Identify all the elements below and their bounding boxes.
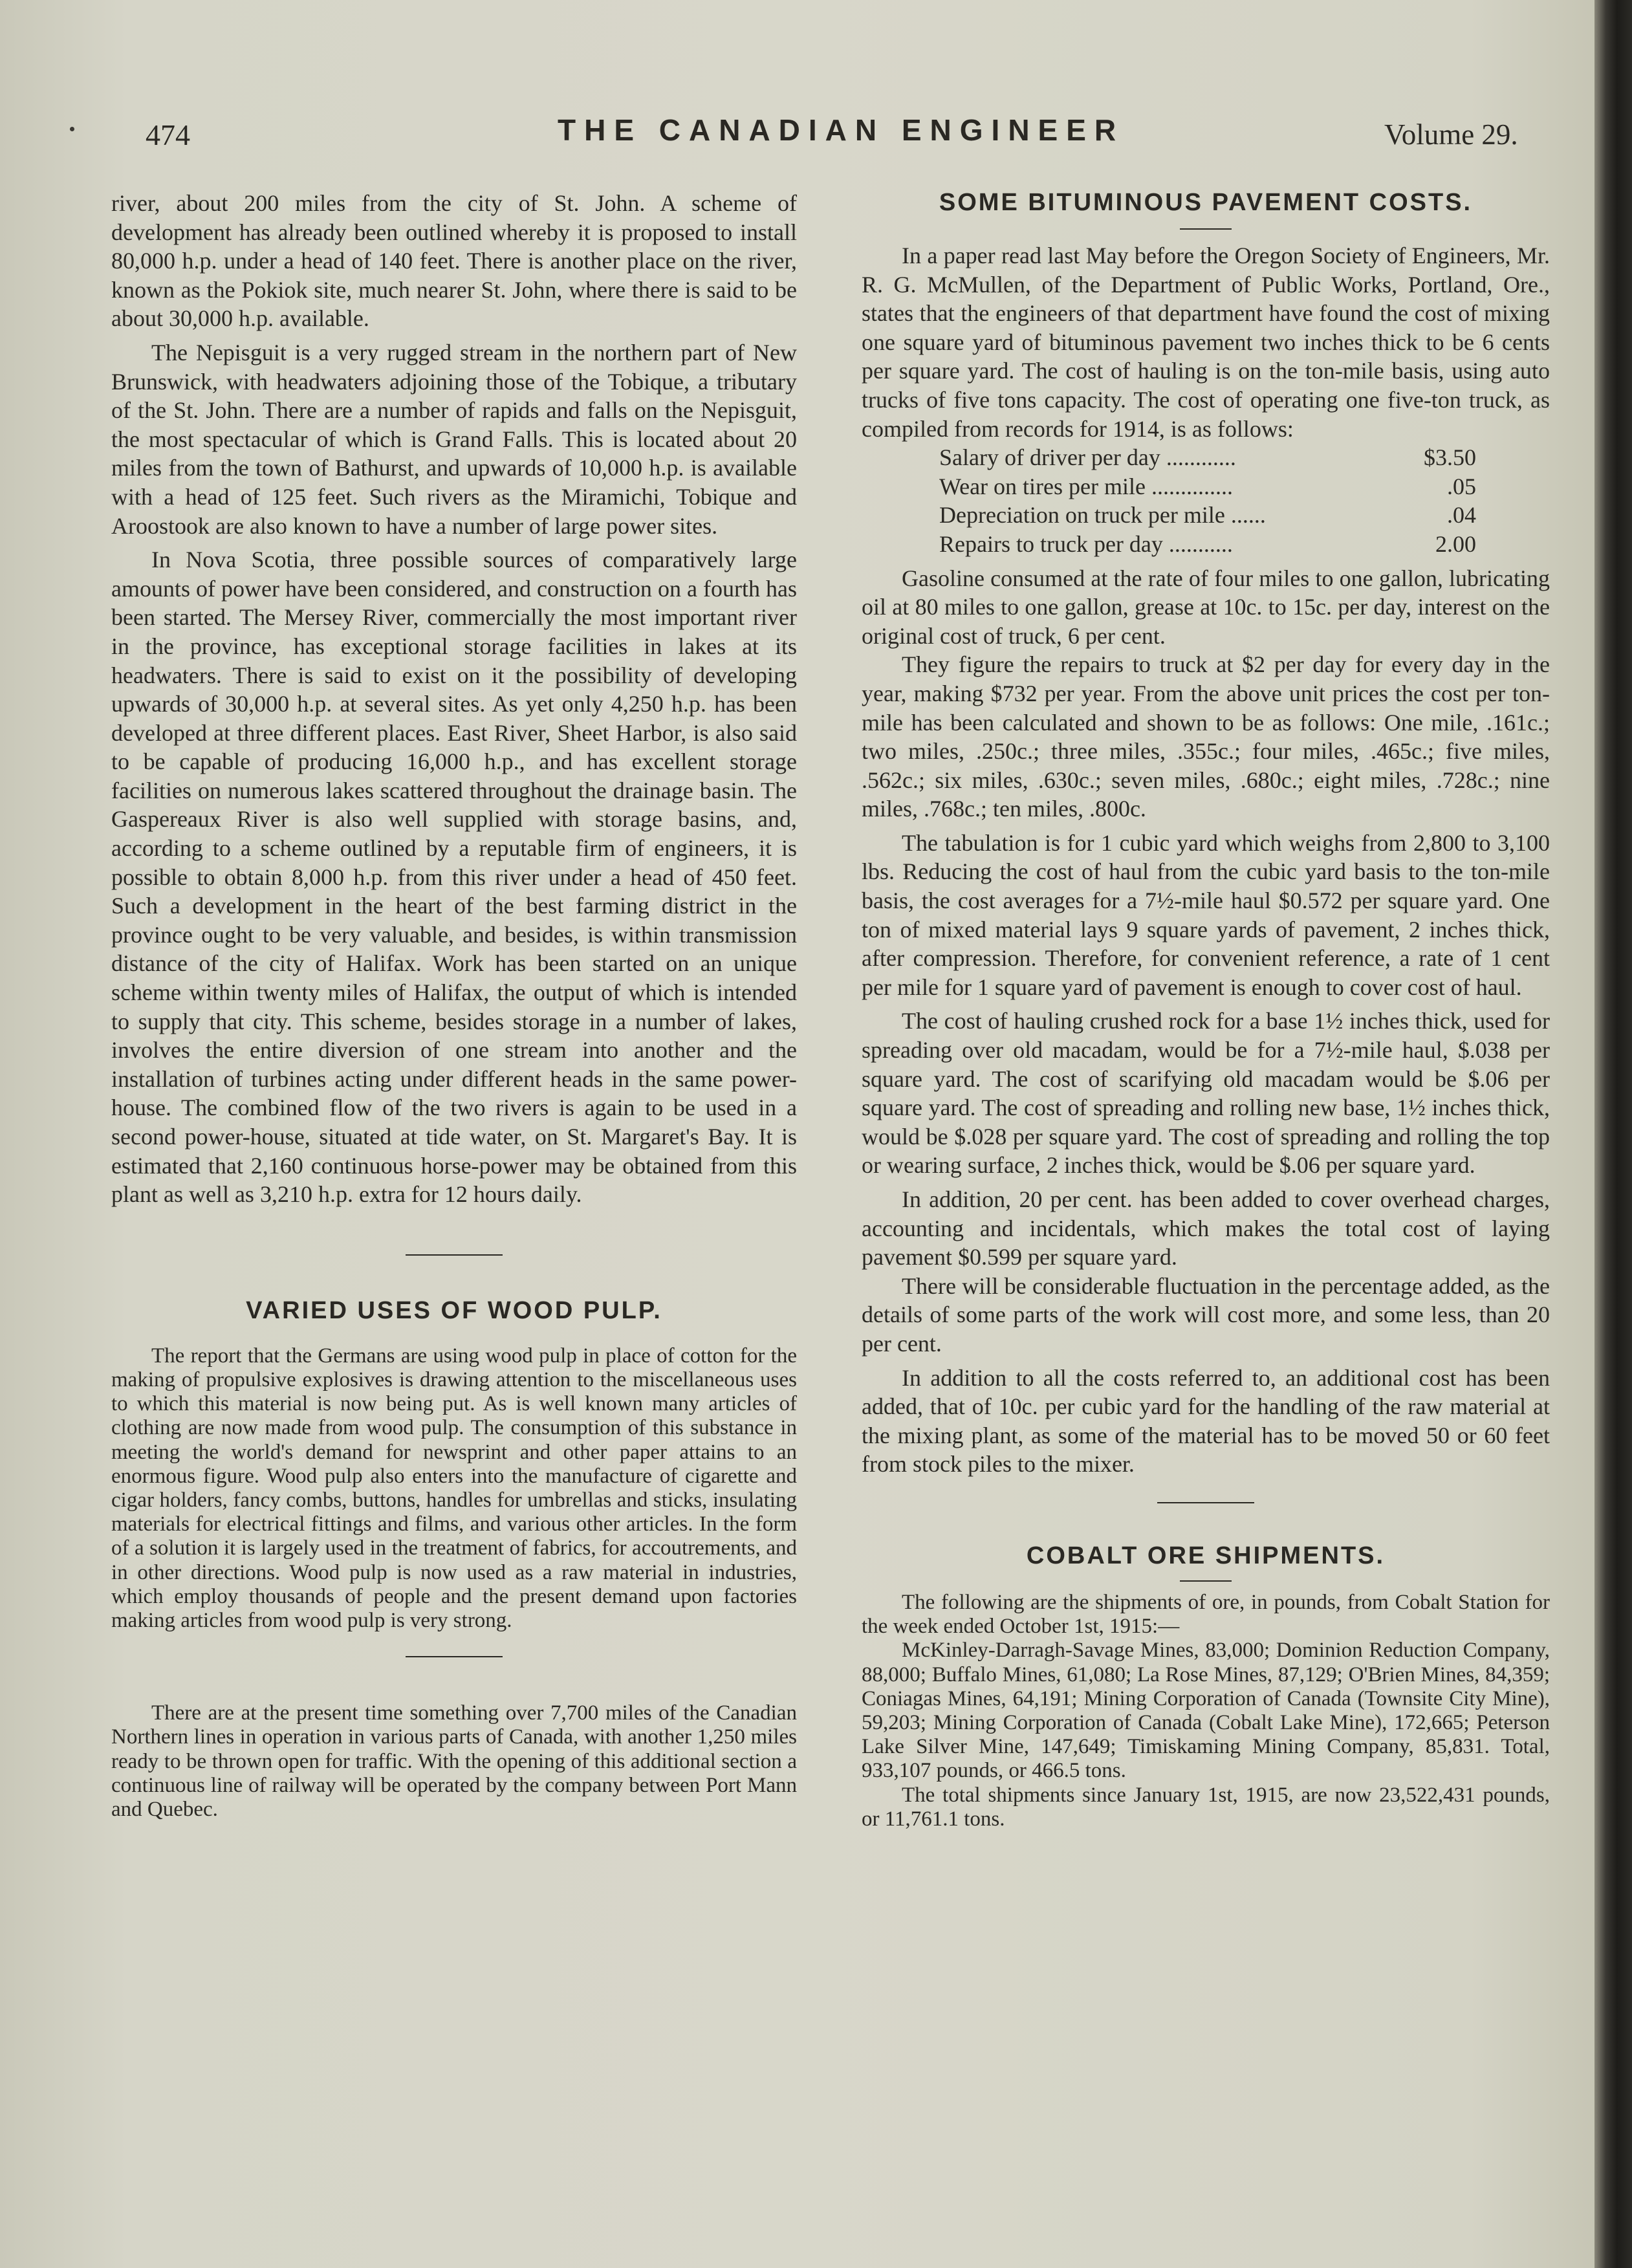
page-header <box>0 111 1552 157</box>
article-paragraph: The Nepisguit is a very rugged stream in the northern part of New Brunswick, with headwaters adjoining those of the Tobique, a tributary of the St. John. There are a number of rapids and falls on the Nepisguit, the most spectacular of which is Grand Falls. This is located about 20 miles from the town of Bathurst, and upwards of 10,000 h.p. is available with a head of 125 feet. Such rivers as the Miramichi, Tobique and Aroostook are also known to have a number of large power sites. <box>111 339 797 539</box>
truck-cost-list <box>939 443 1476 558</box>
article-paragraph: In Nova Scotia, three possible sources of comparatively large amounts of power have been considered, and construction on a fourth has been started. The Mersey River, commercially the most important river in the province, has exceptional storage facilities in lakes at its headwaters. There is said to exist on it the possibility of developing upwards of 30,000 h.p. at several sites. As yet only 4,250 h.p. has been developed at three different places. East River, Sheet Harbor, is also said to be capable of producing 16,000 h.p., and has excellent storage facilities on numerous lakes scattered throughout the drainage basin. The Gaspereaux River is also well supplied with storage basins, and, according to a scheme outlined by a reputable firm of engineers, it is possible to obtain 8,000 h.p. from this river under a head of 450 feet. Such a development in the heart of the best farming district in the province ought to be very valuable, and besides, is within transmission distance of the city of Halifax. Work has been started on an unique scheme within twenty miles of Halifax, the output of which is intended to supply that city. This scheme, besides storage in a number of lakes, involves the entire diversion of one stream into another and the installation of turbines acting under different heads in the same power-house. The combined flow of the two rivers is again to be used in a second power-house, situated at tide water, on St. Margaret's Bay. It is estimated that 2,160 continuous horse-power may be obtained from this plant as well as 3,210 h.p. extra for 12 hours daily. <box>111 547 797 1208</box>
cost-label: Repairs to truck per day <box>939 530 1163 557</box>
cost-label: Salary of driver per day <box>939 444 1160 471</box>
section-heading: COBALT ORE SHIPMENTS. <box>1026 1542 1386 1569</box>
cost-label: Depreciation on truck per mile <box>939 502 1225 529</box>
dot-leader: ............ <box>1160 444 1236 471</box>
section-divider <box>406 1254 503 1256</box>
article-paragraph: In a paper read last May before the Oregon Society of Engineers, Mr. R. G. McMullen, of the Department of Public Works, Portland, Ore., states that the engineers of that department have found the cost of mixing one square yard of bituminous pavement two inches thick to be 6 cents per square yard. The cost of hauling is on the ton-mile basis, using auto trucks of five tons capacity. The cost of operating one five-ton truck, as compiled from records for 1914, is as follows: <box>862 243 1550 442</box>
cost-row <box>939 530 1476 559</box>
article-paragraph: The cost of hauling crushed rock for a base 1½ inches thick, used for spreading over old macadam, would be for a 7½-mile haul, $.038 per square yard. The cost of scarifying old macadam would be $.06 per square yard. The cost of spreading and rolling new base, 1½ inches thick, would be $.028 per square yard. The cost of spreading and rolling the top or wearing surface, 2 inches thick, would be $.06 per square yard. <box>862 1008 1550 1179</box>
cost-label: Wear on tires per mile <box>939 473 1146 499</box>
left-column <box>111 189 797 1822</box>
cost-row <box>939 501 1476 530</box>
cost-amount: 2.00 <box>1435 530 1476 557</box>
ink-dot <box>70 127 74 131</box>
article-paragraph: The report that the Germans are using wood pulp in place of cotton for the making of propulsive explosives is drawing attention to the miscellaneous uses to which this material is now being put. As is well known many articles of clothing are now made from wood pulp. The consumption of this substance in meeting the world's demand for newsprint and other paper attains to an enormous figure. Wood pulp also enters into the manufacture of cigarette and cigar holders, fancy combs, buttons, handles for umbrellas and sticks, insulating materials for electrical fittings and films, and various other articles. In the form of a solution it is largely used in the treatment of fabrics, for accoutrements, and in other directions. Wood pulp is now used as a raw material in industries, which employ thousands of people and the present demand upon factories making articles from wood pulp is very strong. <box>111 1344 797 1633</box>
right-column <box>862 189 1550 1831</box>
dot-leader: ........... <box>1162 530 1233 557</box>
heading-rule <box>1180 1580 1232 1582</box>
journal-title: THE CANADIAN ENGINEER <box>558 113 1125 147</box>
dot-leader: ...... <box>1224 502 1266 529</box>
heading-rule <box>1180 228 1232 230</box>
article-paragraph: The total shipments since January 1st, 1915, are now 23,522,431 pounds, or 11,761.1 tons. <box>862 1783 1550 1831</box>
section-divider <box>1157 1502 1254 1503</box>
cost-amount: $3.50 <box>1424 444 1476 471</box>
section-divider <box>406 1656 503 1657</box>
article-paragraph: They figure the repairs to truck at $2 per day for every day in the year, making $732 per year. From the above unit prices the cost per ton-mile has been calculated and shown to be as follows: One mile, .161c.; two miles, .250c.; three miles, .355c.; four miles, .465c.; five miles, .562c.; six miles, .630c.; seven miles, .680c.; eight miles, .728c.; nine miles, .768c.; ten miles, .800c. <box>862 651 1550 822</box>
article-paragraph: The following are the shipments of ore, in pounds, from Cobalt Station for the week ended October 1st, 1915:— <box>862 1590 1550 1639</box>
article-paragraph: McKinley-Darragh-Savage Mines, 83,000; Dominion Reduction Company, 88,000; Buffalo Mines, 61,080; La Rose Mines, 87,129; O'Brien Mines, 84,359; Coniagas Mines, 64,191; Mining Corporation of Canada (Townsite City Mine), 59,203; Mining Corporation of Canada (Cobalt Lake Mine), 172,665; Peterson Lake Silver Mine, 147,649; Timiskaming Mining Company, 85,831. Total, 933,107 pounds, or 466.5 tons. <box>862 1639 1550 1783</box>
section-heading: SOME BITUMINOUS PAVEMENT COSTS. <box>939 189 1473 216</box>
article-paragraph: The tabulation is for 1 cubic yard which weighs from 2,800 to 3,100 lbs. Reducing the cost of haul from the cubic yard basis to the ton-mile basis, the cost averages for a 7½-mile haul $0.572 per square yard. One ton of mixed material lays 9 square yards of pavement, 2 inches thick, after compression. Therefore, for convenient reference, a rate of 1 cent per mile for 1 square yard of pavement is enough to cover cost of haul. <box>862 829 1550 1000</box>
wood-pulp-article <box>111 1297 797 1633</box>
cost-row <box>939 443 1476 472</box>
page-number: 474 <box>146 118 190 151</box>
article-paragraph: There will be considerable fluctuation in the percentage added, as the details of some parts of the work will cost more, and some less, than 20 per cent. <box>862 1272 1550 1357</box>
cost-row <box>939 472 1476 501</box>
cost-amount: .04 <box>1447 502 1476 529</box>
railway-note: There are at the present time something over 7,700 miles of the Canadian Northern lines in operation in various parts of Canada, with another 1,250 miles ready to be thrown open for traffic. With the opening of this additional section a continuous line of railway will be operated by the company between Port Mann and Quebec. <box>111 1701 797 1822</box>
article-paragraph: Gasoline consumed at the rate of four miles to one gallon, lubricating oil at 80 miles to one gallon, grease at 10c. to 15c. per day, interest on the original cost of truck, 6 per cent. <box>862 565 1550 649</box>
article-paragraph: river, about 200 miles from the city of St. John. A scheme of development has already been outlined whereby it is proposed to install 80,000 h.p. under a head of 140 feet. There is another place on the river, known as the Pokiok site, much nearer St. John, where there is said to be about 30,000 h.p. available. <box>111 190 797 332</box>
article-paragraph: In addition to all the costs referred to, an additional cost has been added, that of 10c. per cubic yard for the handling of the raw material at the mixing plant, as some of the material has to be moved 50 or 60 feet from stock piles to the mixer. <box>862 1364 1550 1477</box>
volume-label: Volume 29. <box>1384 118 1518 151</box>
dot-leader: .............. <box>1145 473 1233 499</box>
section-heading: VARIED USES OF WOOD PULP. <box>246 1296 662 1324</box>
article-paragraph: In addition, 20 per cent. has been added to cover overhead charges, accounting and incidentals, which makes the total cost of laying pavement $0.599 per square yard. <box>862 1186 1550 1270</box>
cost-amount: .05 <box>1447 473 1476 499</box>
book-binding <box>1594 0 1632 2268</box>
